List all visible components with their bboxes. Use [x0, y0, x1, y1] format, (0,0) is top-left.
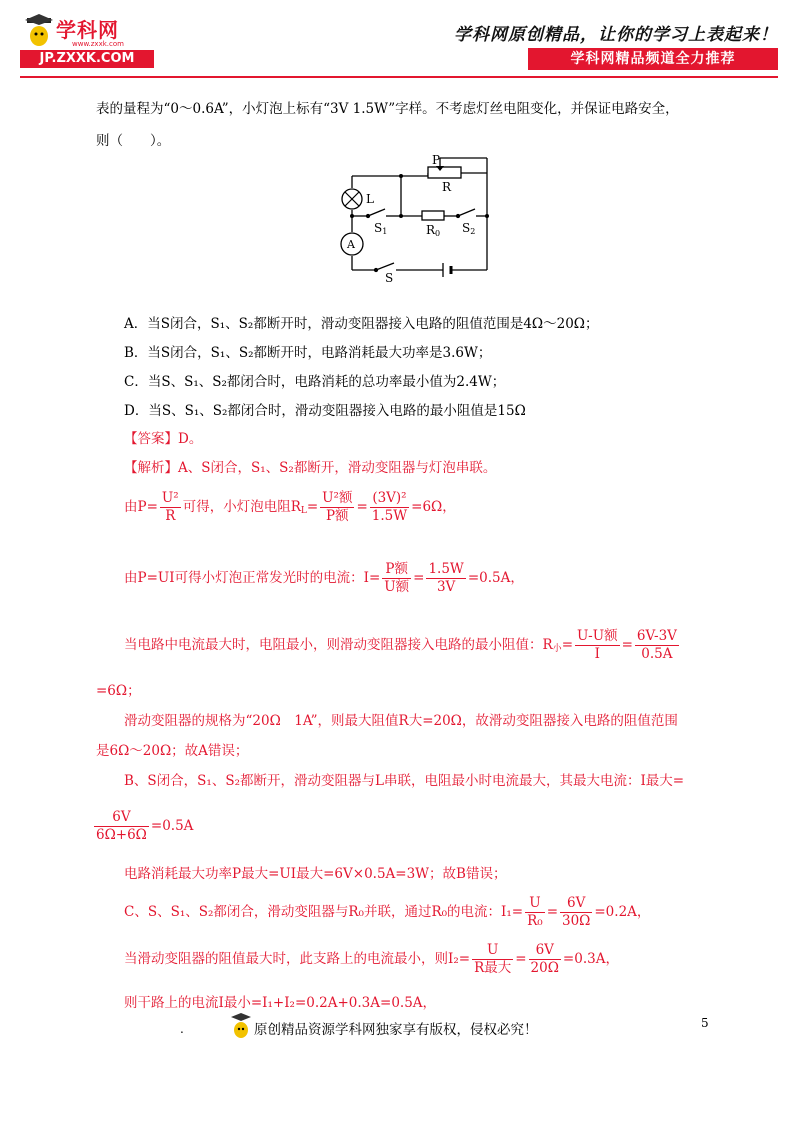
- label-r0: R0: [426, 223, 441, 238]
- analysis-line-10: 电路消耗最大功率P最大=UI最大=6V×0.5A=3W；故B错误；: [124, 866, 507, 882]
- analysis-line-9: $\frac{6V}{6\Omega+6\Omega}$ =0.5A: [96, 809, 194, 843]
- site-logo[interactable]: [20, 14, 180, 76]
- label-p: P: [432, 153, 441, 167]
- label-l: L: [366, 192, 374, 206]
- analysis-line-12: 当滑动变阻器的阻值最大时，此支路上的电流最小，则I₂= $\frac{U}{\text{R最大}}$ = $\frac{6V}{20\Omega}$ =0.3A，: [124, 942, 619, 976]
- logo-url: JP.ZXXK.COM: [20, 50, 154, 68]
- analysis-line-7: 是6Ω～20Ω；故A错误；: [96, 743, 249, 759]
- copyright-notice: 原创精品资源学科网独家享有版权，侵权必究！: [254, 1022, 538, 1038]
- analysis-line-3: 由P=UI可得小灯泡正常发光时的电流：I= $\frac{\text{P额}}{\text{U额}}$ = $\frac{1.5W}{3V}$ =0.5A，: [124, 561, 524, 595]
- switch-s2-icon: [457, 209, 476, 218]
- mascot-icon: [24, 14, 54, 48]
- rheostat-icon: [428, 167, 461, 178]
- logo-title: 学科网: [56, 18, 119, 42]
- analysis-line-8: B、S闭合，S₁、S₂都断开，滑动变阻器与L串联，电阻最小时电流最大，其最大电流：I最大=: [124, 773, 685, 789]
- header-slogan: 学科网原创精品，让你的学习上表起来！: [454, 25, 778, 45]
- header-divider: [20, 76, 778, 78]
- analysis-line-11: C、S、S₁、S₂都闭合，滑动变阻器与R₀并联，通过R₀的电流：I₁= $\frac{U}{\text{R₀}}$ = $\frac{6V}{30\Omega}$ =0.2A，: [124, 895, 651, 929]
- question-line-1: 表的量程为“0～0.6A”，小灯泡上标有“3V 1.5W”字样。不考虑灯丝电阻变化，并保证电路安全，: [96, 101, 679, 117]
- option-c: C．当S、S₁、S₂都闭合时，电路消耗的总功率最小值为2.4W；: [124, 374, 506, 390]
- analysis-line-6: 滑动变阻器的规格为“20Ω 1A”，则最大阻值R大=20Ω，故滑动变阻器接入电路的阻值范围: [124, 713, 678, 729]
- circuit-diagram: [330, 152, 500, 282]
- label-r: R: [442, 180, 452, 194]
- label-s2: S2: [462, 221, 476, 236]
- analysis-line-5: =6Ω；: [96, 683, 141, 699]
- page-number: 5: [701, 1016, 709, 1030]
- label-s1: S1: [374, 221, 388, 236]
- switch-s1-icon: [367, 209, 386, 218]
- answer-line: 【答案】D。: [124, 431, 203, 447]
- analysis-line-4: 当电路中电流最大时，电阻最小，则滑动变阻器接入电路的最小阻值：$R_小=$ $\frac{\text{U-U额}}{I}$ = $\frac{6V-3V}{0.5A}$: [124, 628, 677, 662]
- lamp-icon: [342, 189, 362, 209]
- option-d: D．当S、S₁、S₂都闭合时，滑动变阻器接入电路的最小阻值是15Ω: [124, 403, 526, 419]
- option-a: A．当S闭合，S₁、S₂都断开时，滑动变阻器接入电路的阻值范围是4Ω～20Ω；: [124, 316, 599, 332]
- analysis-line-13: 则干路上的电流I最小=I₁+I₂=0.2A+0.3A=0.5A，: [124, 995, 437, 1011]
- logo-subtitle: www.zxxk.com: [72, 40, 124, 48]
- mascot-icon: [230, 1012, 252, 1040]
- question-line-2: 则（ ）。: [96, 133, 171, 149]
- battery-icon: [443, 263, 451, 277]
- label-s: S: [385, 271, 394, 282]
- analysis-line-2: 由P= $\frac{\text{U²}}{R}$ 可得，小灯泡电阻$R_L=$ $\frac{\text{U²额}}{\text{P额}}$ = $\frac{\text{(3V)²}}{1.5W}$ =6Ω，: [124, 490, 456, 524]
- option-b: B．当S闭合，S₁、S₂都断开时，电路消耗最大功率是3.6W；: [124, 345, 492, 361]
- label-a: A: [347, 238, 355, 251]
- analysis-line-1: 【解析】A、S闭合，S₁、S₂都断开，滑动变阻器与灯泡串联。: [124, 460, 497, 476]
- footer-dot: .: [180, 1022, 184, 1036]
- resistor-r0-icon: [422, 211, 444, 220]
- channel-banner: 学科网精品频道全力推荐: [528, 48, 778, 70]
